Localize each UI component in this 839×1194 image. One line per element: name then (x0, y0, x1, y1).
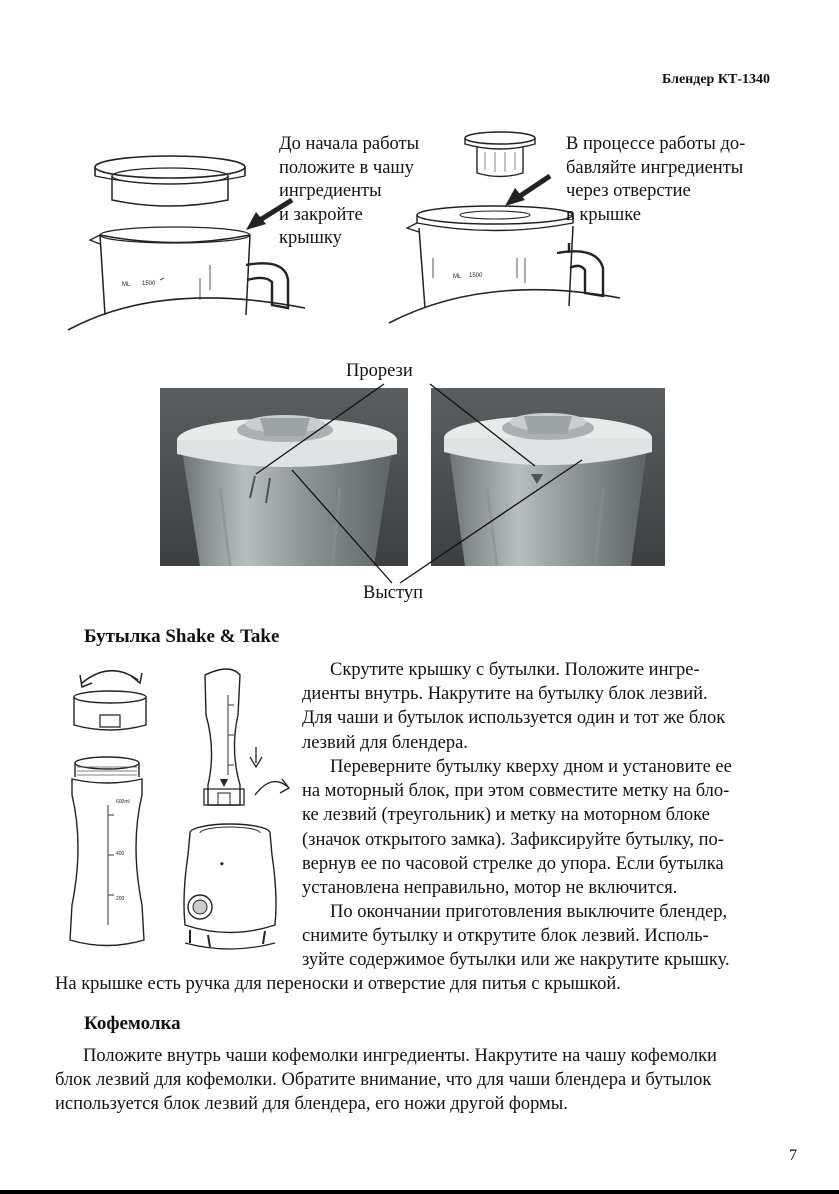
grinder-paragraph (55, 1044, 717, 1117)
caption-line: через отверстие (566, 181, 691, 201)
section-heading-coffee-grinder: Кофемолка (84, 1013, 181, 1034)
text-line: установлена неправильно, мотор не включится. (302, 878, 678, 899)
text-line: Скрутите крышку с бутылки. Положите ингре- (330, 660, 700, 680)
text-line: используется блок лезвий для блендера, его ножи другой формы. (55, 1094, 568, 1115)
label-ledge: Выступ (363, 583, 423, 603)
svg-text:◆: ◆ (220, 861, 224, 867)
text-line: лезвий для блендера. (302, 732, 468, 753)
shake-paragraph-1 (302, 658, 725, 755)
caption-line: В процессе работы до- (566, 134, 746, 154)
svg-text:600ml: 600ml (116, 799, 130, 805)
page-bottom-rule (0, 1190, 839, 1194)
text-line: (значок открытого замка). Зафиксируйте бутылку, по- (302, 829, 724, 850)
caption-line: ингредиенты (279, 181, 382, 201)
svg-text:ML: ML (122, 282, 131, 288)
label-slots: Прорези (346, 361, 413, 381)
shake-paragraph-2 (302, 755, 732, 900)
callout-lines (160, 378, 670, 588)
text-line: блок лезвий для кофемолки. Обратите внимание, что для чаши блендера и бутылок (55, 1070, 712, 1091)
caption-line: крышку (279, 228, 342, 248)
jar-lid-illustration-left (60, 140, 310, 335)
section-heading-shake-take: Бутылка Shake & Take (84, 626, 280, 647)
text-line: вернув ее по часовой стрелке до упора. Если бутылка (302, 853, 724, 874)
text-line: на моторный блок, при этом совместите метку на бло- (302, 781, 730, 802)
document-header: Блендер КТ-1340 (662, 72, 770, 87)
shake-paragraph-3-full-line: На крышке есть ручка для переноски и отверстие для питья с крышкой. (55, 974, 621, 994)
text-line: Для чаши и бутылок используется один и тот же блок (302, 708, 726, 729)
bottle-illustration (60, 655, 295, 960)
svg-text:400: 400 (116, 851, 125, 857)
svg-text:1500: 1500 (142, 281, 156, 287)
caption-line: положите в чашу (279, 157, 414, 178)
svg-text:200: 200 (116, 896, 125, 902)
caption-line: в крышке (566, 204, 642, 225)
caption-line: и закройте (279, 204, 363, 225)
caption-line: До начала работы (279, 134, 420, 154)
text-line: зуйте содержимое бутылки или же накрутите крышку. (302, 950, 730, 971)
text-line: ке лезвий (треугольник) и метку на моторном блоке (302, 805, 710, 826)
page-number: 7 (789, 1147, 797, 1164)
text-line: Переверните бутылку кверху дном и установите ее (330, 757, 732, 777)
caption-during-work (566, 133, 745, 227)
text-line: Положите внутрь чаши кофемолки ингредиенты. Накрутите на чашу кофемолки (83, 1046, 717, 1066)
svg-text:ML: ML (453, 274, 462, 280)
svg-text:1500: 1500 (469, 273, 483, 279)
caption-line: бавляйте ингредиенты (566, 157, 744, 178)
text-line: диенты внутрь. Накрутите на бутылку блок лезвий. (302, 684, 708, 705)
shake-paragraph-3 (302, 900, 730, 973)
text-line: снимите бутылку и открутите блок лезвий. Исполь- (302, 926, 709, 947)
text-line: По окончании приготовления выключите блендер, (330, 902, 728, 922)
